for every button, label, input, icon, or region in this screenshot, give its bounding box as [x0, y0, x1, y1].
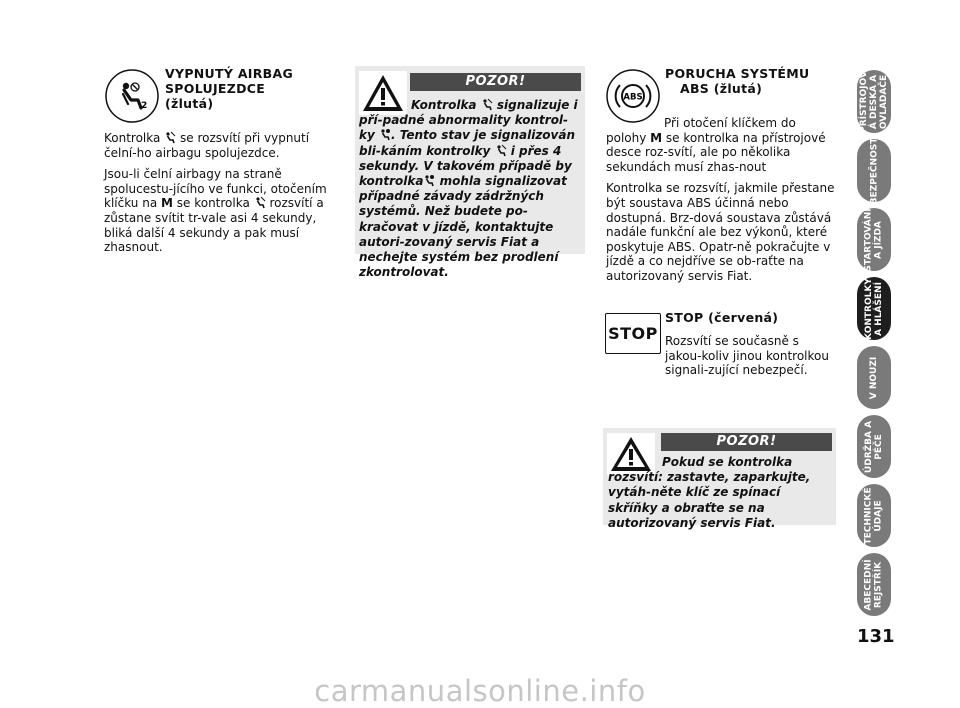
watermark: carmanualsonline.info — [314, 674, 646, 708]
warning-text: Pokud se kontrolka rozsvítí: zastavte, zaparkujte, vytáh-něte klíč ze spínací skříňky a obraťte se na autorizovaný servis Fiat. — [608, 455, 811, 530]
warning-label: POZOR! — [410, 73, 581, 91]
airbag-off-icon — [164, 131, 176, 144]
airbag-title — [165, 66, 335, 111]
abs-icon-label: ABS — [623, 92, 643, 103]
airbag-icon — [423, 174, 435, 187]
abs-paragraph: Při otočení klíčkem do polohy M se kontrolka na přístrojové desce roz-svítí, ale po několika sekundách musí zhas-nout — [606, 116, 826, 174]
chapter-tab-kontrolky[interactable]: KONTROLKY A HLÁŠENÍ — [857, 277, 891, 340]
airbag-off-icon — [495, 144, 507, 157]
stop-title: STOP (červená) — [665, 310, 779, 325]
airbag-paragraph: Kontrolka se rozsvítí při vypnutí čelní-ho airbagu spolujezdce. — [104, 131, 310, 160]
airbag-off-icon — [481, 98, 493, 111]
svg-text:2: 2 — [141, 101, 148, 111]
airbag-title-line: VYPNUTÝ AIRBAG — [165, 66, 294, 81]
airbag-off-icon — [104, 68, 160, 124]
page-number: 131 — [857, 626, 895, 647]
chapter-tab-bezpecnost[interactable]: BEZPEČNOST — [857, 139, 891, 202]
abs-title-line: ABS (žlutá) — [680, 81, 763, 96]
airbag-title-line: (žlutá) — [165, 96, 214, 111]
airbag-off-icon — [254, 196, 266, 209]
airbag-body — [104, 131, 335, 262]
warning-label: POZOR! — [661, 433, 832, 451]
stop-text: Rozsvítí se současně s jakou-koliv jinou kontrolkou signali-zující nebezpečí. — [665, 334, 829, 378]
chapter-tab-udrzba[interactable]: ÚDRŽBA A PÉČE — [857, 415, 891, 478]
chapter-tab-startovani[interactable]: STARTOVÁNÍ A JÍZDA — [857, 208, 891, 271]
abs-body — [606, 116, 836, 291]
chapter-tab-v-nouzi[interactable]: V NOUZI — [857, 346, 891, 409]
airbag-paragraph: Jsou-li čelní airbagy na straně spolucestu-jícího ve funkci, otočením klíčku na M se kontrolka rozsvítí a zůstane svítit tr-vale asi 4 sekundy, bliká další 4 sekundy a pak musí zhasnout. — [104, 167, 327, 255]
airbag-title-line: SPOLUJEZDCE — [165, 81, 266, 96]
abs-paragraph: Kontrolka se rozsvítí, jakmile přestane být soustava ABS účinná nebo dostupná. Brz-dová soustava zůstává nadále funkční ale bez výkonů, které poskytuje ABS. Opatr-ně pokračujte v jízdě a co nejdříve se ob-raťte na autorizovaný servis Fiat. — [606, 181, 835, 283]
abs-title-line: PORUCHA SYSTÉMU — [665, 66, 810, 81]
chapter-tab-pristrojova-deska[interactable]: PŘÍSTROJOV Á DESKA A OVLADAČE — [859, 70, 889, 133]
stop-warning-icon: STOP — [605, 313, 661, 354]
abs-title — [665, 66, 835, 96]
chapter-tab-rejstrik[interactable]: ABECEDNÍ REJSTŘÍK — [857, 553, 891, 616]
airbag-icon — [379, 128, 391, 141]
chapter-tab-technicke-udaje[interactable]: TECHNICKÉ ÚDAJE — [857, 484, 891, 547]
warning-text: Kontrolka signalizuje i pří-padné abnormality kontrol-ky . Tento stav je signalizován bli-káním kontrolky i přes 4 sekundy. V takovém případě by kontrolka mohla signalizovat případné závady zádržných systémů. Než budete po-kračovat v jízdě, kontaktujte autori-zovaný servis Fiat a nechejte systém bez prodlení zkontrolovat. — [359, 98, 578, 280]
